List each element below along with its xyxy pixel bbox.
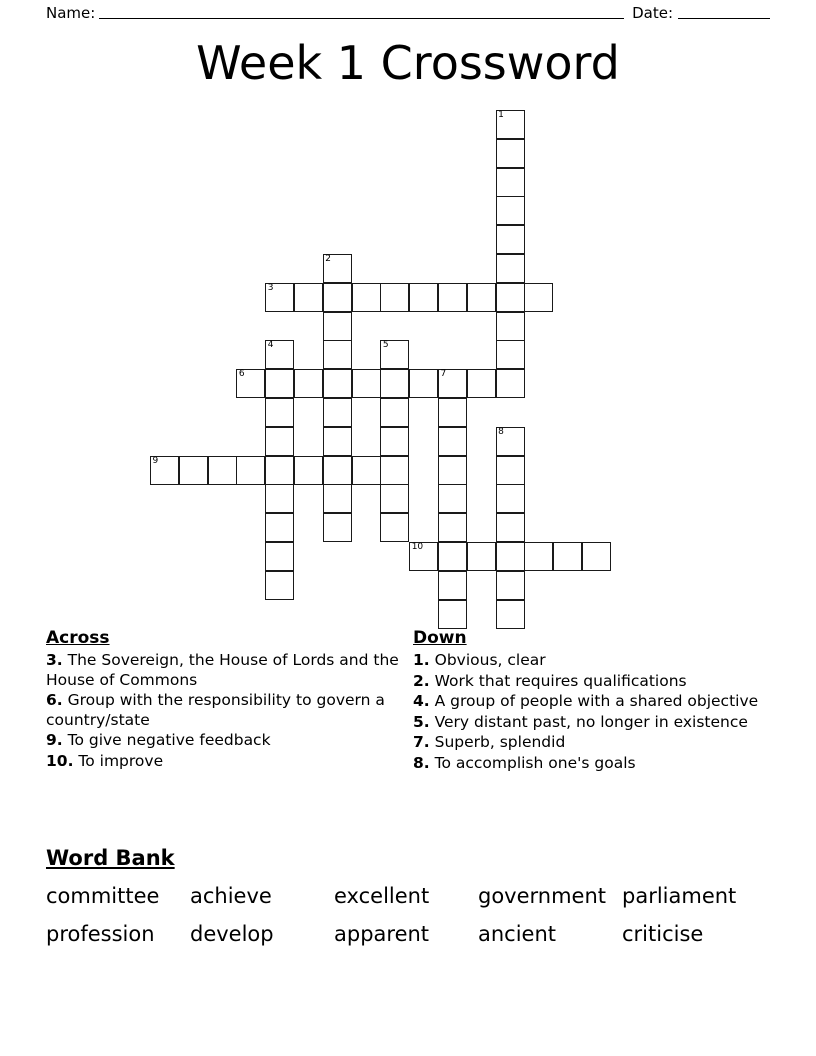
clue-item-across-6	[46, 691, 408, 730]
word-bank-word[interactable]: ancient	[478, 922, 557, 946]
crossword-cell[interactable]	[438, 398, 467, 427]
crossword-cell[interactable]	[323, 513, 352, 542]
clue-number-label: 6.	[46, 691, 63, 709]
clue-text: Obvious, clear	[429, 651, 546, 669]
word-bank-word[interactable]: parliament	[622, 884, 737, 908]
crossword-cell[interactable]	[380, 427, 409, 456]
crossword-cell-1[interactable]	[496, 110, 525, 139]
crossword-cell[interactable]	[467, 283, 496, 312]
word-bank-section	[46, 845, 770, 953]
crossword-cell[interactable]	[496, 312, 525, 341]
name-write-line[interactable]	[99, 4, 624, 19]
crossword-cell[interactable]	[265, 398, 294, 427]
worksheet-header	[0, 0, 816, 30]
clue-number: 9	[152, 455, 159, 466]
down-column	[408, 628, 770, 774]
crossword-cell[interactable]	[438, 283, 467, 312]
crossword-cell[interactable]	[265, 542, 294, 571]
crossword-cell[interactable]	[438, 484, 467, 513]
crossword-cell[interactable]	[294, 369, 323, 398]
clue-item-down-4	[413, 692, 770, 712]
crossword-cell[interactable]	[496, 513, 525, 542]
crossword-cell-10[interactable]	[409, 542, 438, 571]
crossword-cell[interactable]	[467, 542, 496, 571]
word-bank-word[interactable]: government	[478, 884, 607, 908]
clue-item-down-7	[413, 733, 770, 753]
clue-number: 5	[382, 340, 389, 351]
page-title: Week 1 Crossword	[196, 36, 620, 90]
clue-number-label: 9.	[46, 731, 63, 749]
clue-item-down-5	[413, 713, 770, 733]
clue-item-across-9	[46, 731, 408, 751]
crossword-cell[interactable]	[323, 312, 352, 341]
crossword-cell[interactable]	[438, 542, 467, 571]
clue-text: Group with the responsibility to govern a country/state	[46, 691, 385, 729]
crossword-cell[interactable]	[524, 542, 553, 571]
crossword-cell[interactable]	[438, 600, 467, 629]
word-bank-heading: Word Bank	[46, 846, 175, 870]
word-bank-word[interactable]: profession	[46, 922, 155, 946]
crossword-cell[interactable]	[323, 398, 352, 427]
word-bank-row	[46, 915, 770, 953]
clue-text: Very distant past, no longer in existence	[429, 712, 748, 731]
clue-item-across-3	[46, 651, 408, 690]
crossword-cell[interactable]	[294, 283, 323, 312]
clue-number-label: 5.	[413, 712, 430, 731]
crossword-cell[interactable]	[265, 484, 294, 513]
crossword-cell[interactable]	[496, 456, 525, 485]
clue-item-down-1	[413, 651, 770, 671]
clue-item-down-2	[413, 672, 770, 692]
crossword-cell[interactable]	[352, 456, 381, 485]
crossword-cell[interactable]	[352, 283, 381, 312]
clues-section	[46, 628, 770, 774]
word-bank-word[interactable]: apparent	[334, 922, 430, 946]
down-clue-list	[413, 651, 770, 773]
word-bank-word[interactable]: committee	[46, 884, 160, 908]
crossword-cell[interactable]	[496, 484, 525, 513]
clue-text: The Sovereign, the House of Lords and the House of Commons	[46, 651, 399, 689]
crossword-cell[interactable]	[409, 283, 438, 312]
crossword-cell[interactable]	[524, 283, 553, 312]
crossword-cell[interactable]	[380, 456, 409, 485]
crossword-cell[interactable]	[352, 369, 381, 398]
date-write-line[interactable]	[678, 4, 770, 19]
crossword-cell-6[interactable]	[236, 369, 265, 398]
crossword-cell[interactable]	[265, 369, 294, 398]
crossword-cell[interactable]	[496, 225, 525, 254]
crossword-cell[interactable]	[496, 571, 525, 600]
crossword-cell[interactable]	[380, 484, 409, 513]
clue-number: 4	[267, 340, 274, 351]
crossword-cell[interactable]	[496, 168, 525, 197]
word-bank-word[interactable]: develop	[190, 922, 274, 946]
down-heading: Down	[413, 628, 467, 648]
crossword-cell-3[interactable]	[265, 283, 294, 312]
crossword-cell-2[interactable]	[323, 254, 352, 283]
clue-text: To accomplish one's goals	[429, 753, 636, 772]
crossword-cell[interactable]	[265, 513, 294, 542]
crossword-cell[interactable]	[496, 369, 525, 398]
across-heading: Across	[46, 628, 110, 648]
clue-number-label: 2.	[413, 671, 430, 690]
clue-text: A group of people with a shared objective	[429, 692, 759, 710]
crossword-cell[interactable]	[409, 369, 438, 398]
crossword-cell-4[interactable]	[265, 340, 294, 369]
crossword-cell[interactable]	[323, 340, 352, 369]
clue-number-label: 3.	[46, 651, 63, 669]
crossword-cell[interactable]	[323, 369, 352, 398]
clue-number-label: 1.	[413, 651, 430, 669]
crossword-cell-9[interactable]	[150, 456, 179, 485]
crossword-cell[interactable]	[380, 513, 409, 542]
name-label: Name:	[46, 4, 96, 22]
clue-number-label: 10.	[46, 751, 74, 770]
word-bank-word[interactable]: excellent	[334, 884, 430, 908]
crossword-cell[interactable]	[496, 340, 525, 369]
crossword-cell[interactable]	[467, 369, 496, 398]
clue-number-label: 8.	[413, 753, 430, 772]
crossword-cell[interactable]	[179, 456, 208, 485]
crossword-cell[interactable]	[380, 283, 409, 312]
clue-number: 2	[325, 254, 332, 264]
clue-text: To give negative feedback	[62, 731, 271, 749]
crossword-cell-5[interactable]	[380, 340, 409, 369]
clue-text: Superb, splendid	[429, 733, 566, 751]
word-bank-word[interactable]: achieve	[190, 884, 272, 908]
crossword-cell[interactable]	[236, 456, 265, 485]
crossword-cell[interactable]	[208, 456, 237, 485]
crossword-cell[interactable]	[496, 283, 525, 312]
word-bank-rows	[46, 877, 770, 953]
clue-number-label: 7.	[413, 733, 430, 751]
crossword-cell[interactable]	[582, 542, 611, 571]
crossword-cell[interactable]	[265, 427, 294, 456]
crossword-cell[interactable]	[323, 456, 352, 485]
clue-number: 7	[440, 369, 447, 380]
clue-number: 8	[498, 426, 504, 437]
crossword-cell[interactable]	[496, 542, 525, 571]
word-bank-row	[46, 877, 770, 915]
clue-number-label: 4.	[413, 692, 430, 710]
crossword-cell[interactable]	[496, 139, 525, 168]
crossword-cell-8[interactable]	[496, 427, 525, 456]
crossword-cell[interactable]	[553, 542, 582, 571]
word-bank-word[interactable]: criticise	[622, 922, 704, 946]
clue-item-down-8	[413, 754, 770, 774]
crossword-cell[interactable]	[380, 369, 409, 398]
clue-number: 3	[267, 282, 274, 293]
crossword-cell[interactable]	[323, 484, 352, 513]
across-column	[46, 628, 408, 774]
crossword-cell[interactable]	[294, 456, 323, 485]
clue-text: To improve	[73, 751, 164, 770]
crossword-cell[interactable]	[323, 283, 352, 312]
clue-number: 6	[238, 369, 245, 380]
crossword-cell[interactable]	[323, 427, 352, 456]
crossword-cell[interactable]	[496, 600, 525, 629]
crossword-cell[interactable]	[496, 254, 525, 283]
crossword-cell[interactable]	[438, 571, 467, 600]
clue-text: Work that requires qualifications	[429, 671, 687, 690]
date-label: Date:	[632, 4, 673, 22]
clue-item-across-10	[46, 752, 408, 772]
crossword-cell[interactable]	[438, 456, 467, 485]
crossword-cell[interactable]	[265, 571, 294, 600]
across-clue-list	[46, 651, 408, 771]
crossword-cell[interactable]	[438, 427, 467, 456]
crossword-cell[interactable]	[380, 398, 409, 427]
clue-number: 10	[411, 542, 424, 552]
crossword-cell[interactable]	[438, 513, 467, 542]
crossword-cell[interactable]	[265, 456, 294, 485]
crossword-cell[interactable]	[496, 196, 525, 225]
crossword-cell-7[interactable]	[438, 369, 467, 398]
clue-number: 1	[498, 110, 504, 120]
